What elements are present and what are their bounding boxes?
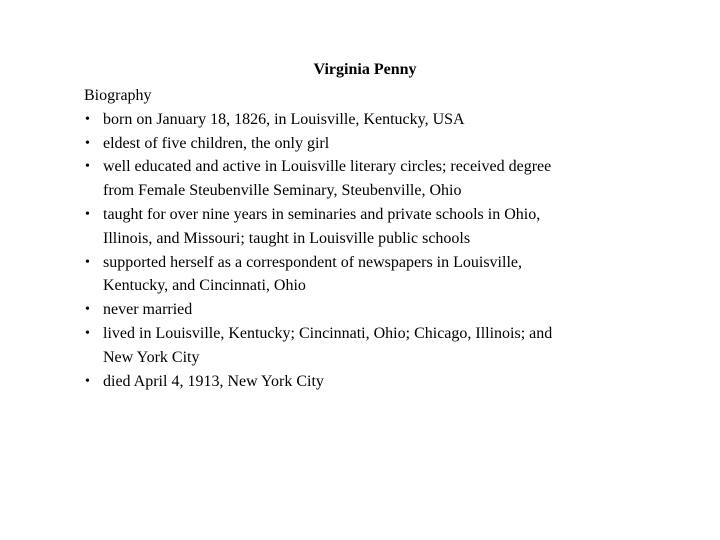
- bullet-text-line: from Female Steubenville Seminary, Steubenville, Ohio: [103, 182, 462, 200]
- bullet-item: [84, 203, 644, 251]
- bullet-icon: •: [85, 111, 90, 127]
- bullet-icon: •: [85, 254, 90, 270]
- bullet-text-line: Kentucky, and Cincinnati, Ohio: [103, 277, 306, 295]
- bullet-text-line: Illinois, and Missouri; taught in Louisville public schools: [103, 229, 471, 247]
- bullet-item: [84, 108, 644, 132]
- bullet-item: [84, 155, 644, 203]
- bullet-item: [84, 132, 644, 156]
- bullet-icon: •: [85, 325, 90, 341]
- bullet-item: [84, 370, 644, 394]
- bullet-text-line: well educated and active in Louisville literary circles; received degree: [103, 158, 552, 176]
- bullet-icon: •: [85, 206, 90, 222]
- bullet-icon: •: [85, 373, 90, 389]
- bullet-text-line: lived in Louisville, Kentucky; Cincinnati, Ohio; Chicago, Illinois; and: [103, 324, 553, 342]
- bullet-item: [84, 322, 644, 370]
- bullet-text-line: eldest of five children, the only girl: [103, 134, 330, 152]
- bullet-text-line: born on January 18, 1826, in Louisville, Kentucky, USA: [103, 110, 465, 128]
- bullet-item: [84, 251, 644, 299]
- bullet-text-line: taught for over nine years in seminaries and private schools in Ohio,: [103, 205, 541, 223]
- bullet-icon: •: [85, 135, 90, 151]
- bullet-item: [84, 298, 644, 322]
- section-heading: Biography: [84, 87, 152, 104]
- bullet-list: [84, 108, 644, 394]
- bullet-text-line: New York City: [103, 348, 200, 366]
- bullet-text-line: died April 4, 1913, New York City: [103, 372, 324, 390]
- slide-title: Virginia Penny: [313, 61, 417, 78]
- bullet-icon: •: [85, 159, 90, 175]
- slide-body: [84, 84, 644, 393]
- bullet-text-line: supported herself as a correspondent of newspapers in Louisville,: [103, 253, 522, 271]
- bullet-icon: •: [85, 302, 90, 318]
- bullet-text-line: never married: [103, 301, 193, 319]
